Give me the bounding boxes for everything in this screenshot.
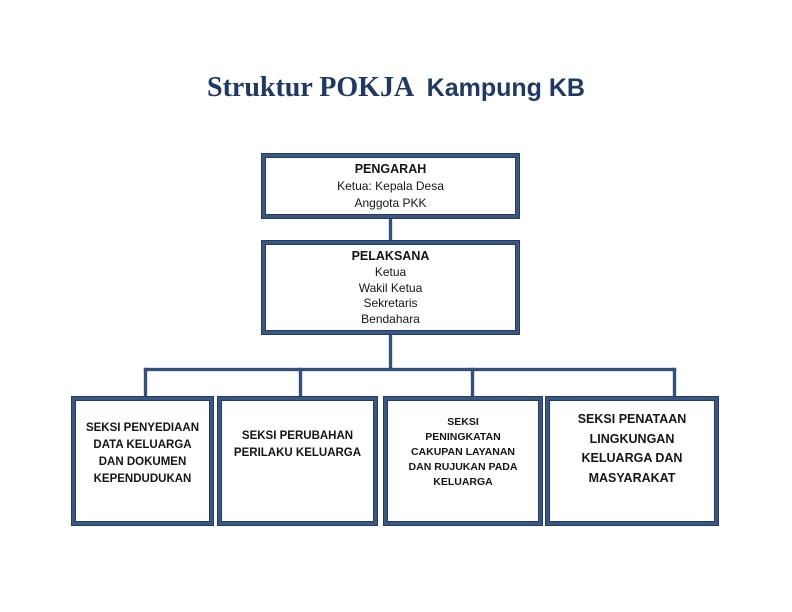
pelaksana-heading: PELAKSANA xyxy=(351,249,430,263)
pelaksana-line: Bendahara xyxy=(361,311,420,326)
connector-drop-seksi-3 xyxy=(471,368,474,398)
connector-drop-seksi-2 xyxy=(299,368,302,398)
pelaksana-box xyxy=(262,241,519,334)
seksi-line: KEPENDUDUKAN xyxy=(93,473,192,485)
connector-pelaksana-stub xyxy=(389,334,392,370)
title-sans-segment: Kampung KB xyxy=(426,74,585,102)
seksi-box-peningkatan-cakupan xyxy=(384,397,542,525)
connector-bus-line xyxy=(144,368,676,371)
seksi-line: PENINGKATAN xyxy=(425,430,501,443)
title-serif-segment: Struktur POKJA xyxy=(207,72,415,103)
seksi-line: SEKSI xyxy=(447,415,479,428)
connector-drop-seksi-4 xyxy=(673,368,676,398)
seksi-line: KELUARGA xyxy=(433,475,493,488)
pengarah-heading: PENGARAH xyxy=(354,161,427,176)
seksi-line: LINGKUNGAN xyxy=(589,431,675,446)
pelaksana-line: Wakil Ketua xyxy=(358,280,423,295)
seksi-line: SEKSI PENYEDIAAN xyxy=(85,422,200,434)
seksi-line: MASYARAKAT xyxy=(588,470,676,485)
pelaksana-line: Sekretaris xyxy=(363,296,418,310)
seksi-line: DATA KELUARGA xyxy=(93,439,192,451)
seksi-line: CAKUPAN LAYANAN xyxy=(410,445,516,458)
seksi-line: SEKSI PENATAAN xyxy=(577,412,687,426)
seksi-line: SEKSI PERUBAHAN xyxy=(241,430,354,442)
seksi-line: PERILAKU KELUARGA xyxy=(233,447,362,459)
pengarah-box xyxy=(262,154,519,218)
seksi-line: DAN RUJUKAN PADA xyxy=(408,460,518,473)
pelaksana-line: Ketua xyxy=(374,265,407,279)
page-title xyxy=(0,72,792,104)
seksi-box-perubahan-perilaku xyxy=(218,397,377,525)
seksi-box-penyediaan-data xyxy=(72,397,213,525)
pengarah-line: Ketua: Kepala Desa xyxy=(337,178,444,193)
connector-drop-seksi-1 xyxy=(144,368,147,398)
seksi-line: DAN DOKUMEN xyxy=(98,456,187,468)
pengarah-line: Anggota PKK xyxy=(354,195,427,210)
seksi-line: KELUARGA DAN xyxy=(581,451,683,465)
connector-pengarah-pelaksana xyxy=(389,218,392,241)
seksi-box-penataan-lingkungan xyxy=(546,397,718,525)
